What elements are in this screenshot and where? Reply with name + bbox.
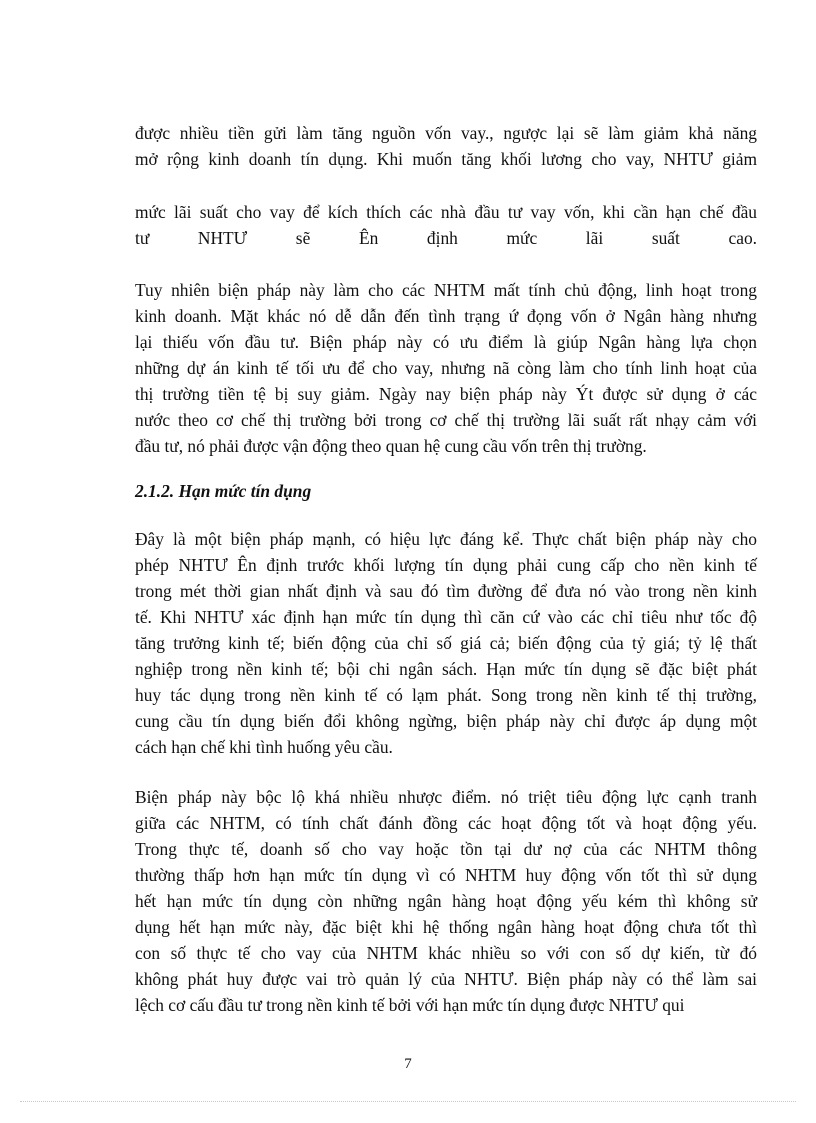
text-line: Tuy nhiên biện pháp này làm cho các NHTM mất tính chủ động, linh hoạt trong xyxy=(135,280,757,300)
text-line: Đây là một biện pháp mạnh, có hiệu lực đáng kể. Thực chất biện pháp này cho xyxy=(135,529,757,549)
text-line: Trong thực tế, doanh số cho vay hoặc tồn tại dư nợ của các NHTM thông xyxy=(135,839,757,859)
text-line: trong mét thời gian nhất định và sau đó tìm đường để đưa nó vào trong nền kinh xyxy=(135,581,757,601)
text-line: con số thực tế cho vay của NHTM khác nhiều so với con số dự kiến, từ đó xyxy=(135,943,757,963)
text-line: giữa các NHTM, có tính chất đánh đồng các hoạt động tốt và hoạt động yếu. xyxy=(135,813,757,833)
text-line: dụng hết hạn mức này, đặc biệt khi hệ thống ngân hàng hoạt động chưa tốt thì xyxy=(135,917,757,937)
text-line: tế. Khi NHTƯ xác định hạn mức tín dụng thì căn cứ vào các chỉ tiêu như tốc độ xyxy=(135,607,757,627)
text-line: tăng trưởng kinh tế; biến động của chỉ số giá cả; biến động của tỷ giá; tỷ lệ thất xyxy=(135,633,757,653)
text-line: lại thiếu vốn đầu tư. Biện pháp này có ưu điểm là giúp Ngân hàng lựa chọn xyxy=(135,332,757,352)
text-line: mở rộng kinh doanh tín dụng. Khi muốn tăng khối lương cho vay, NHTƯ giảm xyxy=(135,149,757,169)
text-line: hết hạn mức tín dụng còn những ngân hàng hoạt động yếu kém thì không sử xyxy=(135,891,757,911)
text-line: nghiệp trong nền kinh tế; bội chi ngân sách. Hạn mức tín dụng sẽ đặc biệt phát xyxy=(135,659,757,679)
text-line: thường thấp hơn hạn mức tín dụng vì có NHTM huy động vốn tốt thì sử dụng xyxy=(135,865,757,885)
page-bottom-divider xyxy=(20,1101,796,1102)
text-line: đầu tư, nó phải được vận động theo quan hệ cung cầu vốn trên thị trường. xyxy=(135,436,647,456)
text-line: huy tác dụng trong nền kinh tế có lạm phát. Song trong nền kinh tế thị trường, xyxy=(135,685,757,705)
page-number: 7 xyxy=(404,1056,412,1072)
section-heading: 2.1.2. Hạn mức tín dụng xyxy=(135,481,312,501)
text-line: không phát huy được vai trò quản lý của NHTƯ. Biện pháp này có thể làm sai xyxy=(135,969,757,989)
text-line: kinh doanh. Mặt khác nó dễ dẫn đến tình trạng ứ đọng vốn ở Ngân hàng nhưng xyxy=(135,306,757,326)
text-line: nước theo cơ chế thị trường bởi trong cơ chế thị trường lãi suất rất nhạy cảm với xyxy=(135,410,757,430)
text-line: cách hạn chế khi tình huống yêu cầu. xyxy=(135,737,393,757)
text-line: những dự án kinh tế tối ưu để cho vay, nhưng nã còng làm cho tính linh hoạt của xyxy=(135,358,757,378)
text-line: Biện pháp này bộc lộ khá nhiều nhược điểm. nó triệt tiêu động lực cạnh tranh xyxy=(135,787,757,807)
text-line: được nhiều tiền gửi làm tăng nguồn vốn vay., ngược lại sẽ làm giảm khả năng xyxy=(135,123,757,143)
text-line: thị trường tiền tệ bị suy giảm. Ngày nay biện pháp này Ýt được sử dụng ở các xyxy=(135,384,757,404)
text-line: tư NHTƯ sẽ Ên định mức lãi suất cao. xyxy=(135,228,757,248)
text-line: lệch cơ cấu đầu tư trong nền kinh tế bởi với hạn mức tín dụng được NHTƯ qui xyxy=(135,995,685,1015)
text-line: phép NHTƯ Ên định trước khối lượng tín dụng phải cung cấp cho nền kinh tế xyxy=(135,555,757,575)
text-line: mức lãi suất cho vay để kích thích các nhà đầu tư vay vốn, khi cần hạn chế đầu xyxy=(135,202,757,222)
text-line: cung cầu tín dụng biến đổi không ngừng, biện pháp này chỉ được áp dụng một xyxy=(135,711,757,731)
